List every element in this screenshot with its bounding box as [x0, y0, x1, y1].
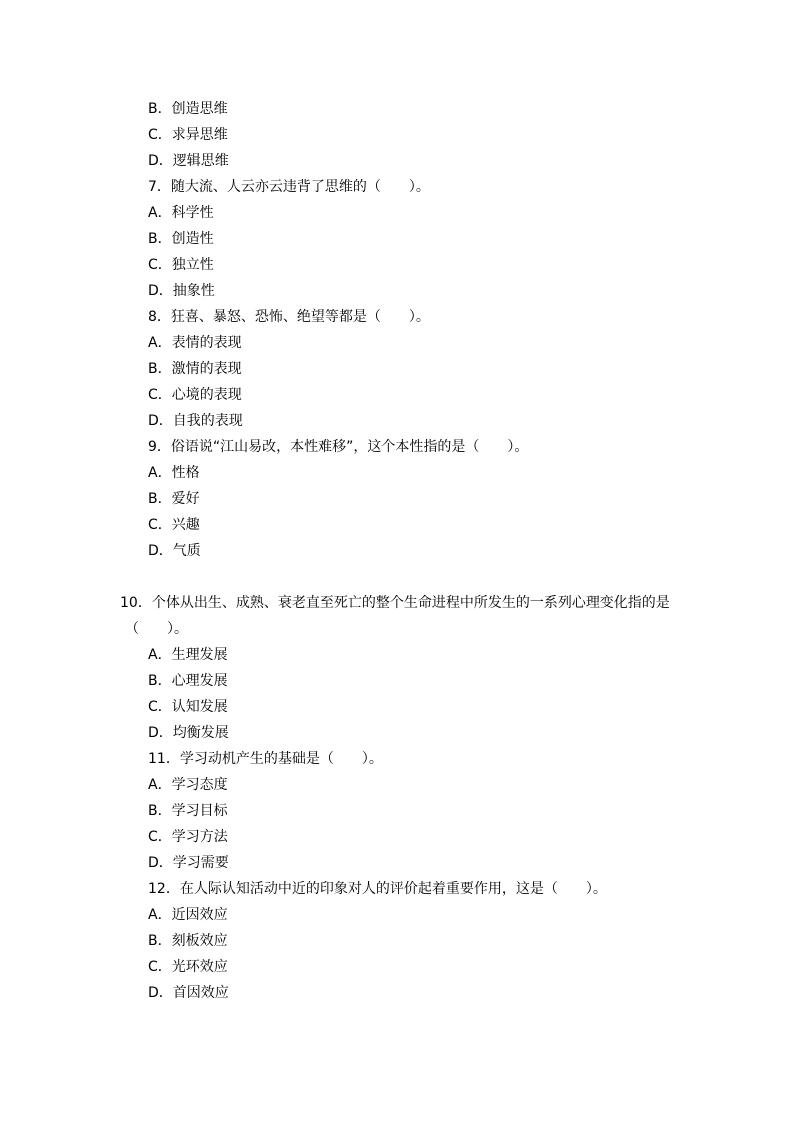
question-10: 10．个体从出生、成熟、衰老直至死亡的整个生命进程中所发生的一系列心理变化指的是: [120, 595, 670, 611]
option-line: C．兴趣: [148, 517, 200, 533]
option-line: B．学习目标: [148, 803, 228, 819]
option-line: B．创造思维: [148, 101, 228, 117]
option-line: C．认知发展: [148, 699, 228, 715]
option-line: A．表情的表现: [148, 335, 242, 351]
option-line: C．求异思维: [148, 127, 228, 143]
option-line: B．激情的表现: [148, 361, 242, 377]
question-12: 12．在人际认知活动中近的印象对人的评价起着重要作用，这是（ ）。: [148, 881, 607, 897]
option-line: A．性格: [148, 465, 200, 481]
option-line: B．心理发展: [148, 673, 228, 689]
option-line: D．自我的表现: [148, 413, 243, 429]
question-9: 9．俗语说“江山易改，本性难移”，这个本性指的是（ ）。: [148, 439, 529, 455]
option-line: C．独立性: [148, 257, 214, 273]
option-line: A．科学性: [148, 205, 214, 221]
option-line: C．学习方法: [148, 829, 228, 845]
option-line: D．首因效应: [148, 985, 229, 1001]
option-line: D．均衡发展: [148, 725, 229, 741]
question-7: 7．随大流、人云亦云违背了思维的（ ）。: [148, 179, 430, 195]
option-line: B．创造性: [148, 231, 214, 247]
option-line: D．学习需要: [148, 855, 229, 871]
option-line: A．生理发展: [148, 647, 228, 663]
option-line: C．心境的表现: [148, 387, 242, 403]
option-line: C．光环效应: [148, 959, 228, 975]
option-line: A．近因效应: [148, 907, 228, 923]
question-11: 11．学习动机产生的基础是（ ）。: [148, 751, 383, 767]
option-line: D．抽象性: [148, 283, 215, 299]
option-line: D．逻辑思维: [148, 153, 229, 169]
option-line: A．学习态度: [148, 777, 228, 793]
option-line: B．爱好: [148, 491, 200, 507]
question-8: 8．狂喜、暴怒、恐怖、绝望等都是（ ）。: [148, 309, 430, 325]
option-line: B．刻板效应: [148, 933, 228, 949]
question-10-continuation: （ ）。: [125, 621, 188, 637]
option-line: D．气质: [148, 543, 201, 559]
